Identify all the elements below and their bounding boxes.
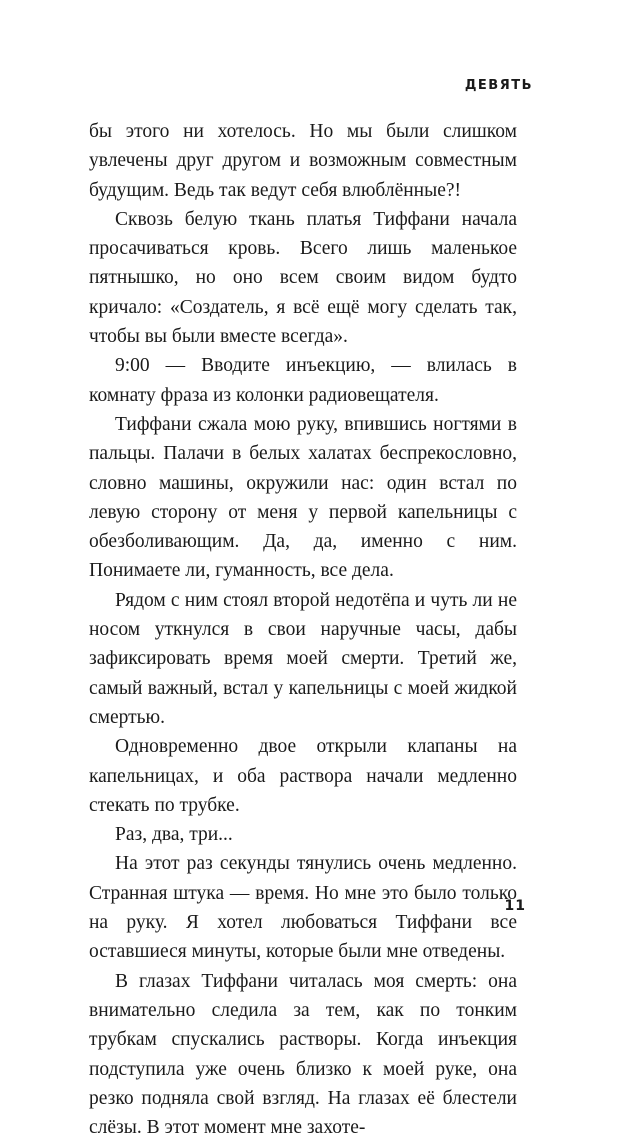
- paragraph: Рядом с ним стоял второй недотёпа и чуть ли не носом уткнулся в свои наручные часы, дабы зафиксировать время моей смерти. Третий же, самый важный, встал у капельницы с моей жидкой смертью.: [89, 589, 517, 728]
- page-number: 11: [504, 898, 526, 914]
- paragraph-continued: бы этого ни хотелось. Но мы были слишком увлечены друг другом и возможным совместным будущим. Ведь так ведут себя влюблённые?!: [89, 121, 517, 201]
- body-text: [89, 117, 517, 1142]
- paragraph: На этот раз секунды тянулись очень медленно. Странная штука — время. Но мне это было только на руку. Я хотел любоваться Тиффани все оставшиеся минуты, которые были мне отведены.: [89, 853, 517, 963]
- chapter-title: ДЕВЯТЬ: [464, 78, 533, 93]
- paragraph: Тиффани сжала мою руку, впившись ногтями в пальцы. Палачи в белых халатах беспрекословно, словно машины, окружили нас: один встал по левую сторону от меня у первой капельницы с обезболивающим. Да, да, именно с ним. Понимаете ли, гуманность, все дела.: [89, 413, 517, 582]
- paragraph: Раз, два, три...: [115, 824, 233, 846]
- paragraph: 9:00 — Вводите инъекцию, — влилась в комнату фраза из колонки радиовещателя.: [89, 355, 517, 406]
- paragraph: Сквозь белую ткань платья Тиффани начала просачиваться кровь. Всего лишь маленькое пятнышко, но оно всем своим видом будто кричало: «Создатель, я всё ещё могу сделать так, чтобы вы были вместе всегда».: [89, 208, 517, 348]
- paragraph: В глазах Тиффани читалась моя смерть: она внимательно следила за тем, как по тонким трубкам спускались растворы. Когда инъекция подступила уже очень близко к моей руке, она резко подняла свой взгляд. На глазах её блестели слёзы. В этот момент мне захоте-: [89, 970, 517, 1139]
- paragraph: Одновременно двое открыли клапаны на капельницах, и оба раствора начали медленно стекать по трубке.: [89, 736, 517, 816]
